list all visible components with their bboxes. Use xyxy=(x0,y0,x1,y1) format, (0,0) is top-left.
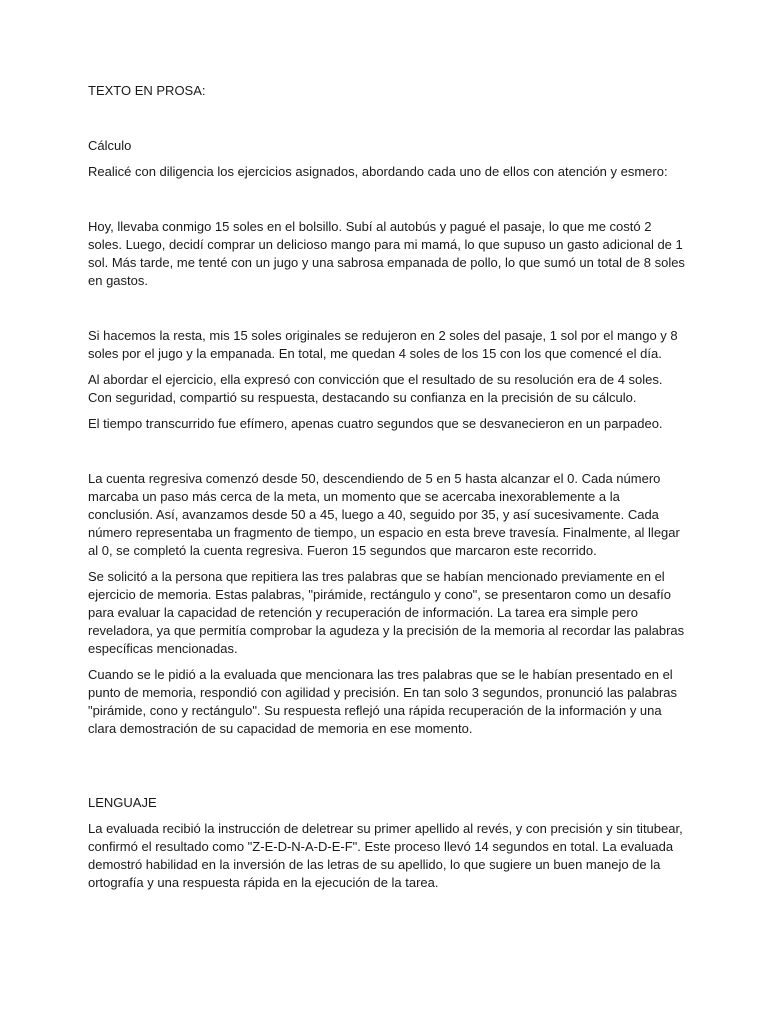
document-page xyxy=(88,82,688,900)
paragraph: Hoy, llevaba conmigo 15 soles en el bolsillo. Subí al autobús y pagué el pasaje, lo que me costó 2 soles. Luego, decidí comprar un delicioso mango para mi mamá, lo que supuso un gasto adicional de 1 sol. Más tarde, me tenté con un jugo y una sabrosa empanada de pollo, lo que sumó un total de 8 soles en gastos. xyxy=(88,219,685,288)
calculo-intro: Realicé con diligencia los ejercicios asignados, abordando cada uno de ellos con atención y esmero: xyxy=(88,164,668,179)
section-title-lenguaje: LENGUAJE xyxy=(88,795,157,810)
section-title-calculo: Cálculo xyxy=(88,138,132,153)
paragraph: Al abordar el ejercicio, ella expresó con convicción que el resultado de su resolución era de 4 soles. Con seguridad, compartió su respuesta, destacando su confianza en la precisión de su cálculo. xyxy=(88,372,663,405)
paragraph: La cuenta regresiva comenzó desde 50, descendiendo de 5 en 5 hasta alcanzar el 0. Cada número marcaba un paso más cerca de la meta, un momento que se acercaba inexorablemente a la conclusión. Así, avanzamos desde 50 a 45, luego a 40, seguido por 35, y así sucesivamente. Cada número representaba un fragmento de tiempo, un espacio en esta breve travesía. Finalmente, al llegar al 0, se completó la cuenta regresiva. Fueron 15 segundos que marcaron este recorrido. xyxy=(88,471,680,558)
paragraph: Cuando se le pidió a la evaluada que mencionara las tres palabras que se le habían presentado en el punto de memoria, respondió con agilidad y precisión. En tan solo 3 segundos, pronunció las palabras "pirámide, cono y rectángulo". Su respuesta reflejó una rápida recuperación de la información y una clara demostración de su capacidad de memoria en ese momento. xyxy=(88,667,677,736)
paragraph: Si hacemos la resta, mis 15 soles originales se redujeron en 2 soles del pasaje, 1 sol por el mango y 8 soles por el jugo y la empanada. En total, me quedan 4 soles de los 15 con los que comencé el día. xyxy=(88,328,678,361)
paragraph: La evaluada recibió la instrucción de deletrear su primer apellido al revés, y con precisión y sin titubear, confirmó el resultado como "Z-E-D-N-A-D-E-F". Este proceso llevó 14 segundos en total. La evaluada demostró habilidad en la inversión de las letras de su apellido, lo que sugiere un buen manejo de la ortografía y una respuesta rápida en la ejecución de la tarea. xyxy=(88,821,683,890)
paragraph: El tiempo transcurrido fue efímero, apenas cuatro segundos que se desvanecieron en un parpadeo. xyxy=(88,416,663,431)
paragraph: Se solicitó a la persona que repitiera las tres palabras que se habían mencionado previamente en el ejercicio de memoria. Estas palabras, "pirámide, rectángulo y cono", se presentaron como un desafío para evaluar la capacidad de retención y recuperación de información. La tarea era simple pero reveladora, ya que permitía comprobar la agudeza y la precisión de la memoria al recordar las palabras específicas mencionadas. xyxy=(88,569,685,656)
document-heading: TEXTO EN PROSA: xyxy=(88,83,206,98)
